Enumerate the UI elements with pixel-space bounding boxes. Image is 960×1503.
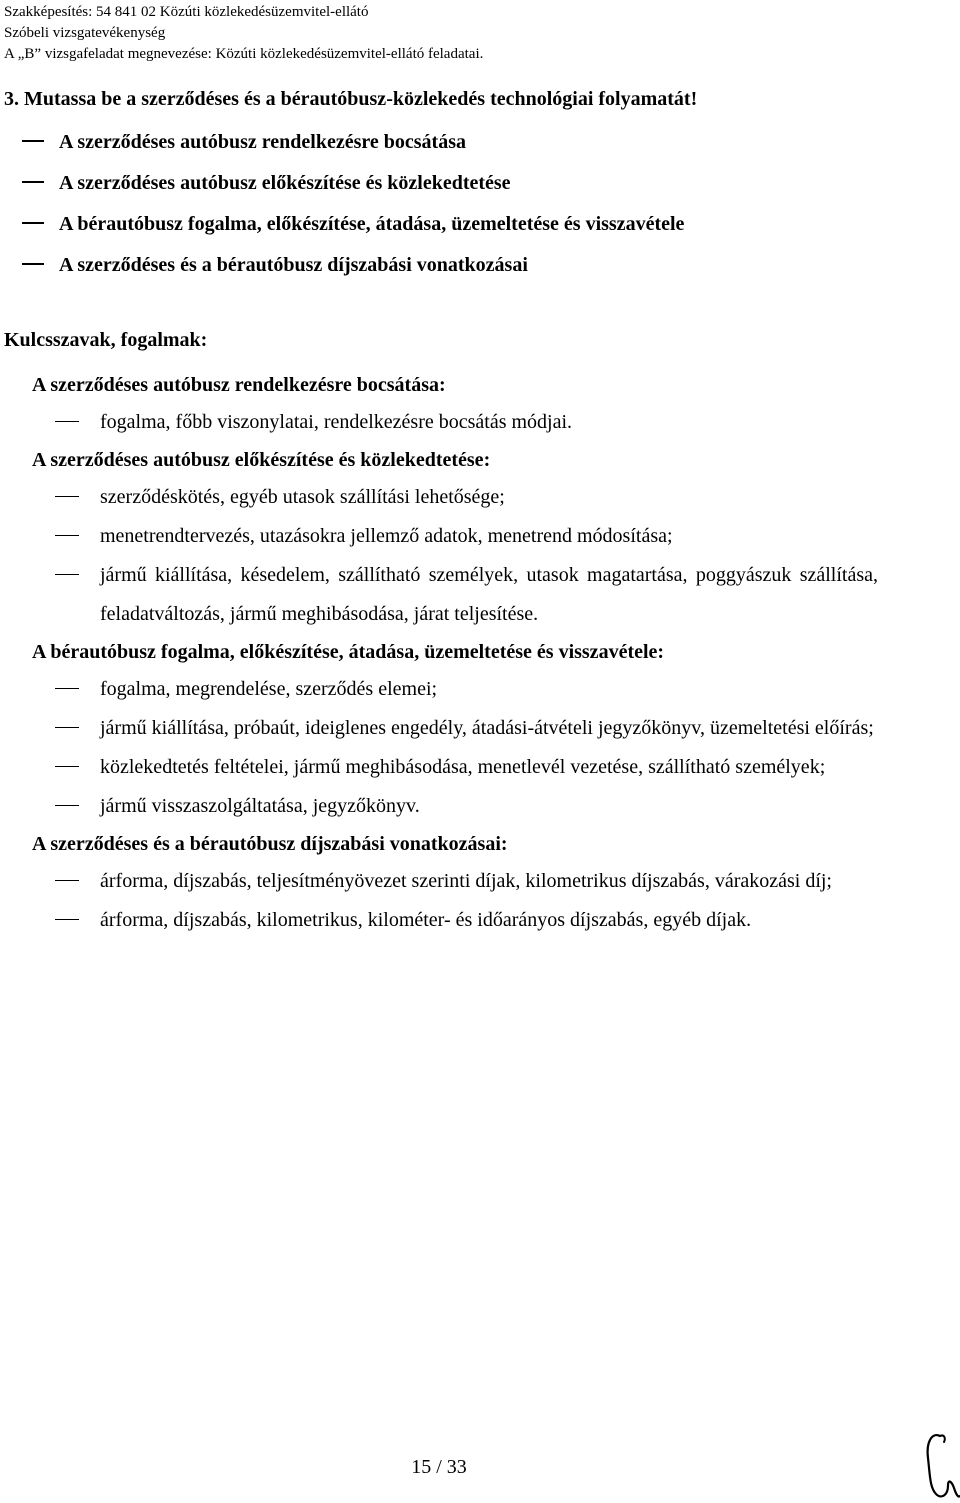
header-task-name: A „B” vizsgafeladat megnevezése: Közúti közlekedésüzemvitel-ellátó feladatai.	[4, 46, 484, 62]
dash-bullet	[55, 919, 79, 920]
list-item	[32, 517, 878, 556]
list-item-text: jármű visszaszolgáltatása, jegyzőkönyv.	[100, 795, 420, 817]
dash-bullet	[55, 880, 79, 881]
dash-bullet	[55, 421, 79, 422]
list-item-text: fogalma, főbb viszonylatai, rendelkezésre bocsátás módjai.	[100, 411, 573, 433]
outline-item	[22, 167, 922, 208]
section-title: A szerződéses autóbusz előkészítése és közlekedtetése:	[32, 449, 491, 471]
section-preparation	[32, 442, 878, 634]
dash-bullet	[22, 181, 44, 183]
keywords-content	[32, 367, 878, 940]
page-number: 15 / 33	[411, 1456, 467, 1478]
dash-bullet	[55, 805, 79, 806]
dash-bullet	[55, 574, 79, 575]
list-item-text: árforma, díjszabás, teljesítményövezet szerinti díjak, kilometrikus díjszabás, várakozási díj;	[100, 870, 832, 892]
header-qualification: Szakképesítés: 54 841 02 Közúti közlekedésüzemvitel-ellátó	[4, 4, 369, 20]
section-fares	[32, 826, 878, 940]
list-item	[32, 862, 878, 901]
list-item-text: árforma, díjszabás, kilometrikus, kilométer- és időarányos díjszabás, egyéb díjak.	[100, 909, 752, 931]
list-item	[32, 670, 878, 709]
outline-item	[22, 208, 922, 249]
list-item	[32, 478, 878, 517]
dash-bullet	[55, 727, 79, 728]
outline-item-text: A szerződéses autóbusz rendelkezésre bocsátása	[59, 131, 466, 153]
question-title: 3. Mutassa be a szerződéses és a bérautóbusz-közlekedés technológiai folyamatát!	[4, 88, 698, 110]
dash-bullet	[22, 222, 44, 224]
outline-item-text: A bérautóbusz fogalma, előkészítése, átadása, üzemeltetése és visszavétele	[59, 213, 685, 235]
list-item-text: menetrendtervezés, utazásokra jellemző adatok, menetrend módosítása;	[100, 525, 673, 547]
dash-bullet	[22, 263, 44, 265]
list-item-text: közlekedtetés feltételei, jármű meghibásodása, menetlevél vezetése, szállítható személyek;	[100, 756, 826, 778]
list-item	[32, 403, 878, 442]
outline-list	[22, 126, 922, 290]
section-title: A szerződéses autóbusz rendelkezésre bocsátása:	[32, 374, 446, 396]
list-item	[32, 709, 878, 748]
section-rental-bus	[32, 634, 878, 826]
outline-item-text: A szerződéses és a bérautóbusz díjszabási vonatkozásai	[59, 254, 528, 276]
signature-mark	[918, 1428, 960, 1502]
list-item	[32, 556, 878, 634]
section-title: A bérautóbusz fogalma, előkészítése, átadása, üzemeltetése és visszavétele:	[32, 641, 665, 663]
dash-bullet	[55, 688, 79, 689]
list-item-text: fogalma, megrendelése, szerződés elemei;	[100, 678, 438, 700]
dash-bullet	[22, 140, 44, 142]
dash-bullet	[55, 535, 79, 536]
dash-bullet	[55, 496, 79, 497]
section-title: A szerződéses és a bérautóbusz díjszabási vonatkozásai:	[32, 833, 508, 855]
header-exam-activity: Szóbeli vizsgatevékenység	[4, 25, 166, 41]
section-provision	[32, 367, 878, 442]
list-item-text: jármű kiállítása, késedelem, szállítható személyek, utasok magatartása, poggyászuk szállítása, feladatváltozás, jármű meghibásodása, járat teljesítése.	[100, 564, 878, 625]
outline-item	[22, 249, 922, 290]
outline-item	[22, 126, 922, 167]
list-item	[32, 787, 878, 826]
keywords-heading: Kulcsszavak, fogalmak:	[4, 329, 208, 351]
list-item	[32, 901, 878, 940]
list-item-text: jármű kiállítása, próbaút, ideiglenes engedély, átadási-átvételi jegyzőkönyv, üzemeltetési előírás;	[100, 717, 874, 739]
dash-bullet	[55, 766, 79, 767]
list-item-text: szerződéskötés, egyéb utasok szállítási lehetősége;	[100, 486, 505, 508]
outline-item-text: A szerződéses autóbusz előkészítése és közlekedtetése	[59, 172, 511, 194]
page-header	[4, 2, 483, 65]
list-item	[32, 748, 878, 787]
